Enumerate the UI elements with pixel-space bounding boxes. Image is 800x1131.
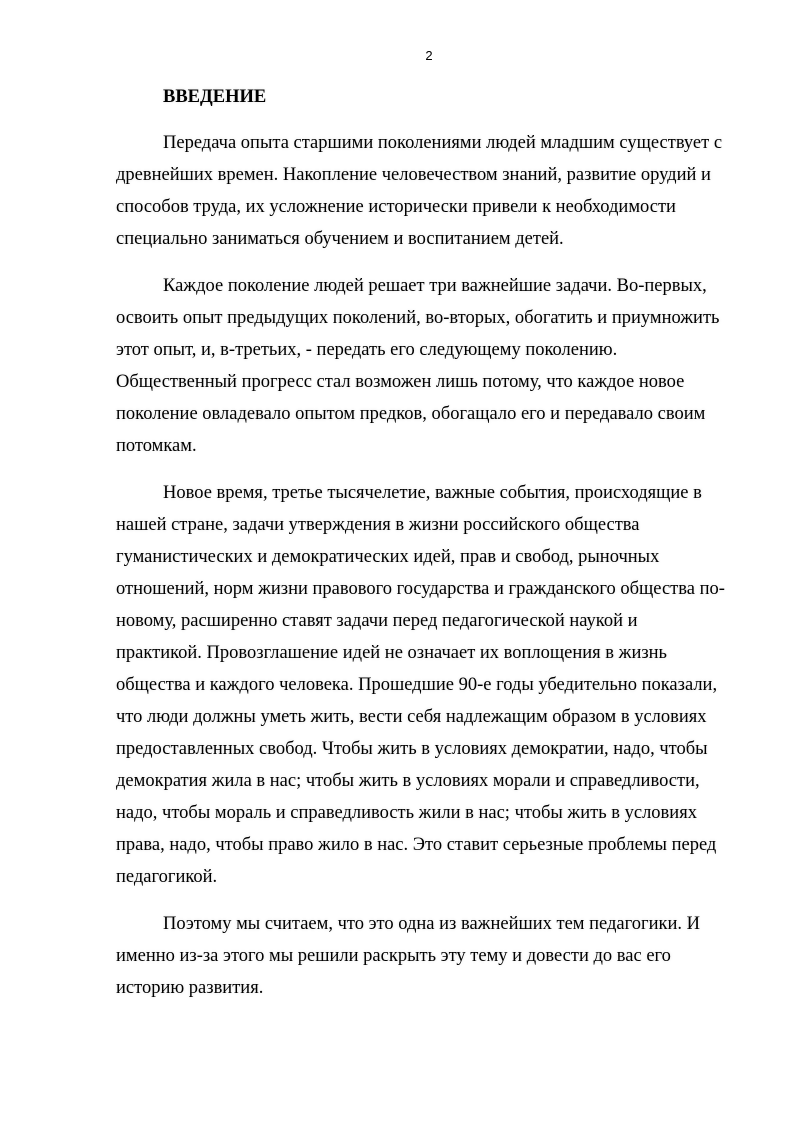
text-line: Передача опыта старшими поколениями людей младшим существует с [163,133,723,153]
text-line: древнейших времен. Накопление человечеством знаний, развитие орудий и [116,165,711,185]
text-line: специально заниматься обучением и воспитанием детей. [116,229,564,249]
paragraph-3 [116,477,740,893]
text-line: права, надо, чтобы право жило в нас. Это ставит серьезные проблемы перед [116,835,717,855]
text-line: Каждое поколение людей решает три важнейшие задачи. Во-первых, [163,276,707,296]
text-line: отношений, норм жизни правового государства и гражданского общества по- [116,579,725,599]
text-line: педагогикой. [116,867,218,887]
text-line: этот опыт, и, в-третьих, - передать его следующему поколению. [116,340,618,360]
text-line: нашей стране, задачи утверждения в жизни российского общества [116,515,640,535]
text-line: надо, чтобы мораль и справедливость жили в нас; чтобы жить в условиях [116,803,697,823]
text-line: что люди должны уметь жить, вести себя надлежащим образом в условиях [116,707,707,727]
text-line: общества и каждого человека. Прошедшие 90-е годы убедительно показали, [116,675,718,695]
text-line: новому, расширенно ставят задачи перед педагогической наукой и [116,611,638,631]
text-line: практикой. Провозглашение идей не означает их воплощения в жизнь [116,643,667,663]
text-line: потомкам. [116,436,197,456]
text-line: Поэтому мы считаем, что это одна из важнейших тем педагогики. И [163,914,700,934]
text-line: предоставленных свобод. Чтобы жить в условиях демократии, надо, чтобы [116,739,708,759]
text-line: историю развития. [116,978,264,998]
paragraph-1 [116,127,740,255]
section-heading: ВВЕДЕНИЕ [163,87,267,107]
text-line: Общественный прогресс стал возможен лишь потому, что каждое новое [116,372,685,392]
document-body [116,82,740,1004]
text-line: гуманистических и демократических идей, прав и свобод, рыночных [116,547,660,567]
page-number: 2 [425,48,433,63]
text-line: именно из-за этого мы решили раскрыть эту тему и довести до вас его [116,946,671,966]
text-line: способов труда, их усложнение исторически привели к необходимости [116,197,676,217]
text-line: освоить опыт предыдущих поколений, во-вторых, обогатить и приумножить [116,308,720,328]
text-line: демократия жила в нас; чтобы жить в условиях морали и справедливости, [116,771,700,791]
text-line: Новое время, третье тысячелетие, важные события, происходящие в [163,483,702,503]
paragraph-4 [116,908,740,1004]
text-line: поколение овладевало опытом предков, обогащало его и передавало своим [116,404,706,424]
paragraph-2 [116,270,740,462]
